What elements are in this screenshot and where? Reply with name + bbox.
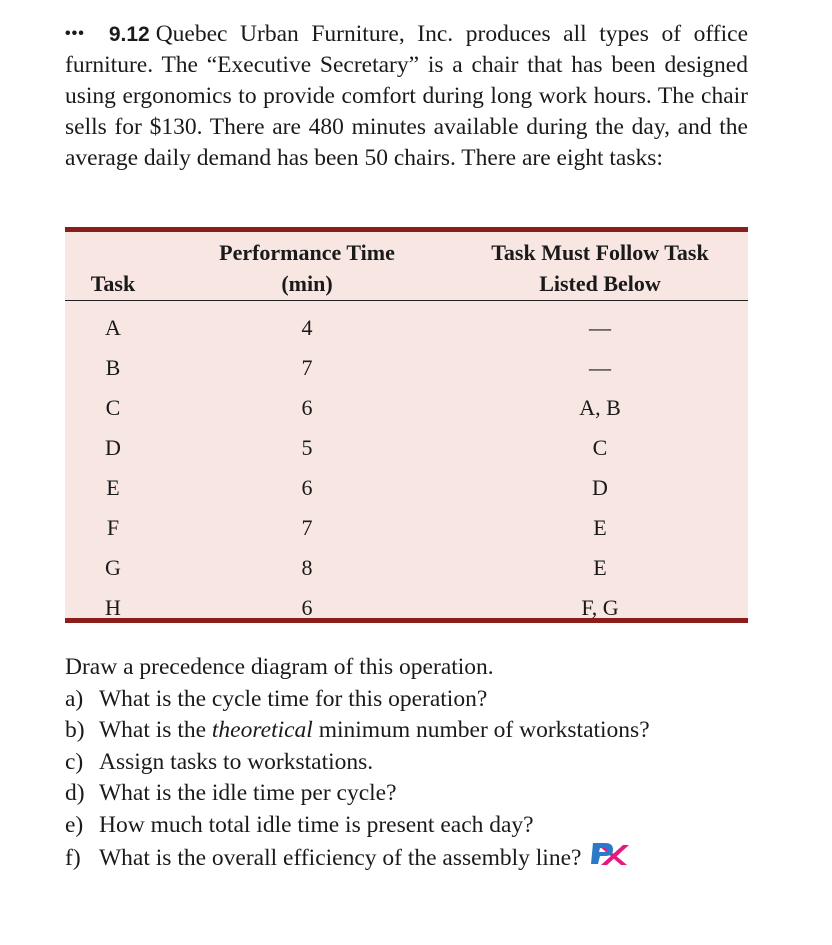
- predecessor-cell: —: [589, 315, 611, 340]
- table-row: [65, 588, 748, 628]
- question-label: c): [65, 748, 84, 775]
- task-cell: H: [105, 595, 121, 620]
- header-predecessor-line1: Task Must Follow Task: [491, 240, 709, 265]
- difficulty-dots: •••: [65, 25, 85, 42]
- question-label: e): [65, 811, 84, 838]
- predecessor-cell: C: [592, 435, 608, 460]
- task-cell: F: [106, 515, 120, 540]
- question-item: [65, 715, 765, 747]
- predecessor-cell: F, G: [581, 595, 619, 620]
- px-logo-icon[interactable]: [589, 841, 635, 867]
- question-label: b): [65, 717, 85, 743]
- question-text: How much total idle time is present each day?: [99, 811, 534, 838]
- time-cell: 4: [301, 315, 313, 340]
- task-cell: B: [105, 355, 121, 380]
- table-row: [65, 508, 748, 548]
- question-intro: Draw a precedence diagram of this operation.: [65, 654, 494, 680]
- question-label: f): [65, 845, 81, 871]
- question-label: d): [65, 780, 85, 806]
- time-cell: 5: [301, 435, 313, 460]
- question-list: [65, 652, 765, 875]
- question-text-pre: What is the: [99, 717, 212, 743]
- task-cell: G: [105, 555, 121, 580]
- task-cell: A: [105, 315, 121, 340]
- time-cell: 7: [301, 355, 313, 380]
- time-cell: 6: [301, 395, 313, 420]
- task-cell: C: [105, 395, 121, 420]
- table-header: [65, 232, 748, 301]
- question-text-post: minimum number of workstations?: [312, 717, 650, 743]
- header-predecessor-line2: Listed Below: [539, 271, 661, 296]
- header-performance-time: [195, 237, 419, 299]
- task-table: [65, 227, 748, 623]
- table-row: [65, 548, 748, 588]
- task-cell: D: [105, 435, 121, 460]
- question-item: [65, 841, 765, 875]
- table-row: [65, 468, 748, 508]
- table-row: [65, 388, 748, 428]
- header-performance-line2: (min): [281, 271, 333, 296]
- question-text-emphasis: theoretical: [211, 717, 313, 743]
- problem-number: 9.12: [108, 23, 150, 46]
- question-item: [65, 747, 765, 779]
- question-text: Assign tasks to workstations.: [99, 748, 374, 775]
- predecessor-cell: E: [593, 555, 607, 580]
- question-item: [65, 810, 765, 842]
- header-predecessor: [460, 237, 740, 299]
- question-label: a): [65, 685, 84, 712]
- problem-statement: [65, 18, 748, 174]
- predecessor-cell: A, B: [579, 395, 621, 420]
- time-cell: 7: [301, 515, 313, 540]
- problem-text: Quebec Urban Furniture, Inc. produces all types of office furniture. The “Executive Secretary” is a chair that has been designed using ergonomics to provide comfort during long work hours. The chair sells for $130. There are 480 minutes available during the day, and the average daily demand has been 50 chairs. There are eight tasks:: [65, 21, 748, 171]
- table-row: [65, 428, 748, 468]
- px-logo-graphic: [589, 841, 635, 867]
- question-item: [65, 778, 765, 810]
- predecessor-cell: E: [593, 515, 607, 540]
- question-text: What is the idle time per cycle?: [99, 780, 397, 806]
- question-text: What is the cycle time for this operation?: [99, 685, 488, 712]
- table-body: [65, 308, 748, 628]
- header-performance-line1: Performance Time: [219, 240, 395, 265]
- task-cell: E: [106, 475, 120, 500]
- header-task: Task: [90, 271, 136, 296]
- time-cell: 8: [301, 555, 313, 580]
- question-text: What is the overall efficiency of the assembly line?: [99, 845, 582, 871]
- predecessor-cell: —: [589, 355, 611, 380]
- time-cell: 6: [301, 475, 313, 500]
- table-row: [65, 348, 748, 388]
- question-item: [65, 684, 765, 716]
- predecessor-cell: D: [592, 475, 608, 500]
- time-cell: 6: [301, 595, 313, 620]
- table-row: [65, 308, 748, 348]
